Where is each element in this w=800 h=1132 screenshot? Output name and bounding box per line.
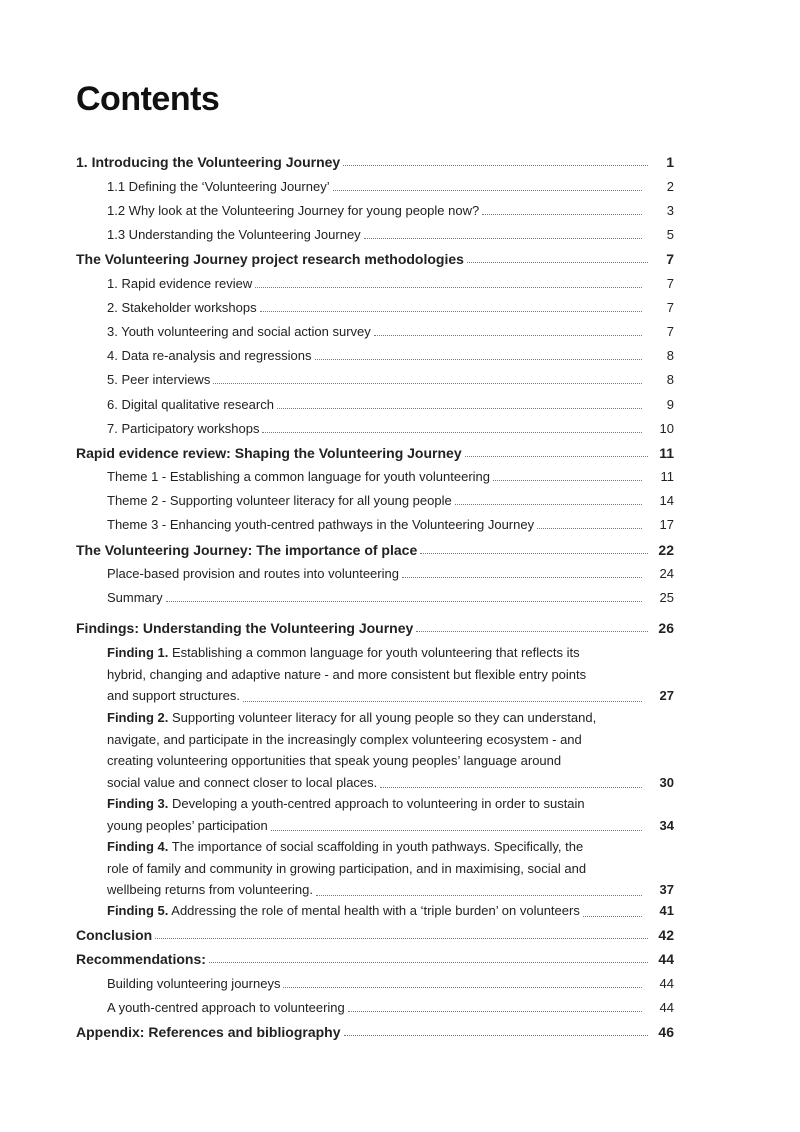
toc-entry[interactable] <box>76 927 674 943</box>
finding-line: Finding 1. Establishing a common language for youth volunteering that reflects its <box>107 645 580 660</box>
toc-entry-label: Theme 1 - Establishing a common language for youth volunteering <box>107 469 490 484</box>
toc-entry[interactable] <box>76 1024 674 1040</box>
toc-entry-label: The Volunteering Journey: The importance of place <box>76 542 418 558</box>
toc-page-number: 10 <box>659 421 674 436</box>
toc-entry-label: 5. Peer interviews <box>107 372 211 387</box>
toc-entry-label: 7. Participatory workshops <box>107 421 260 436</box>
dot-leader <box>243 701 642 702</box>
toc-page-number: 27 <box>659 688 674 703</box>
finding-line: hybrid, changing and adaptive nature - and more consistent but flexible entry points <box>107 666 587 682</box>
dot-leader <box>348 1010 642 1012</box>
toc-page-number: 5 <box>666 227 674 242</box>
dot-leader <box>344 1034 649 1036</box>
dot-leader <box>283 986 642 988</box>
toc-page-number: 46 <box>658 1024 674 1040</box>
toc-page-number: 34 <box>659 817 674 833</box>
dot-leader <box>482 213 642 215</box>
finding-lead: Finding 3. <box>107 796 169 811</box>
toc-entry-label: Recommendations: <box>76 951 206 967</box>
dot-leader <box>155 937 648 939</box>
toc-page-number: 24 <box>659 566 674 581</box>
toc-finding-entry[interactable] <box>107 642 674 707</box>
dot-leader <box>315 358 643 360</box>
dot-leader <box>209 961 648 963</box>
toc-entry[interactable] <box>107 372 674 388</box>
dot-leader <box>465 455 648 457</box>
toc-entry[interactable] <box>107 517 674 533</box>
toc-entry-label: 1.3 Understanding the Volunteering Journey <box>107 227 361 242</box>
dot-leader <box>583 916 642 917</box>
toc-page-number: 11 <box>660 469 674 484</box>
toc-entry[interactable] <box>107 348 674 364</box>
toc-entry-label: Place-based provision and routes into volunteering <box>107 566 399 581</box>
dot-leader <box>537 527 642 529</box>
toc-page-number: 7 <box>666 300 674 315</box>
toc-entry[interactable] <box>107 324 674 340</box>
finding-line: social value and connect closer to local places. 30 <box>107 772 674 794</box>
dot-leader <box>255 286 642 288</box>
toc-entry-label: 4. Data re-analysis and regressions <box>107 348 312 363</box>
toc-finding-entry[interactable] <box>107 793 674 836</box>
toc-entry-label: Conclusion <box>76 927 153 943</box>
toc-entry[interactable] <box>107 566 674 582</box>
toc-page-number: 37 <box>659 882 674 897</box>
dot-leader <box>333 189 642 191</box>
toc-entry-label: 6. Digital qualitative research <box>107 397 274 412</box>
toc-entry[interactable] <box>107 590 674 606</box>
toc-entry-label: 3. Youth volunteering and social action survey <box>107 324 371 339</box>
toc-page-number: 22 <box>658 542 674 558</box>
dot-leader <box>374 334 642 336</box>
toc-page-number: 7 <box>666 324 674 339</box>
toc-page-number: 17 <box>659 517 674 532</box>
toc-finding-entry[interactable] <box>107 707 674 793</box>
toc-page-number: 30 <box>659 774 674 790</box>
toc-page-number: 11 <box>659 445 674 461</box>
finding-line: Finding 4. The importance of social scaffolding in youth pathways. Specifically, the <box>107 839 584 854</box>
dot-leader <box>277 407 642 409</box>
toc-page-number: 3 <box>666 203 674 218</box>
toc-entry-label: 2. Stakeholder workshops <box>107 300 257 315</box>
toc-page-number: 14 <box>659 493 674 508</box>
dot-leader <box>455 503 642 505</box>
toc-page-number: 7 <box>666 251 674 267</box>
toc-entry-label: A youth-centred approach to volunteering <box>107 1000 345 1015</box>
toc-page-number: 9 <box>666 397 674 412</box>
toc-page-number: 41 <box>659 903 674 918</box>
finding-line: Finding 2. Supporting volunteer literacy for all young people so they can understand, <box>107 710 597 725</box>
toc-entry-label: Building volunteering journeys <box>107 976 281 991</box>
toc-page-number: 8 <box>666 372 674 387</box>
finding-lead: Finding 2. <box>107 710 169 725</box>
toc-entry[interactable] <box>107 203 674 219</box>
toc-page-number: 26 <box>658 620 674 636</box>
finding-lead: Finding 5. <box>107 903 169 918</box>
page-title: Contents <box>76 80 220 118</box>
dot-leader <box>493 479 642 481</box>
toc-entry-label: 1. Rapid evidence review <box>107 276 253 291</box>
dot-leader <box>420 552 648 554</box>
toc-page-number: 8 <box>666 348 674 363</box>
toc-entry[interactable] <box>76 445 674 461</box>
dot-leader <box>262 431 642 433</box>
toc-entry-label: 1. Introducing the Volunteering Journey <box>76 154 341 170</box>
toc-entry[interactable] <box>107 397 674 413</box>
toc-entry[interactable] <box>76 951 674 967</box>
finding-line: wellbeing returns from volunteering. 37 <box>107 879 674 901</box>
toc-entry[interactable] <box>107 493 674 509</box>
toc-entry[interactable] <box>107 300 674 316</box>
toc-entry[interactable] <box>76 620 674 636</box>
dot-leader <box>213 382 642 384</box>
toc-entry[interactable] <box>76 542 674 558</box>
toc-entry[interactable] <box>107 1000 674 1016</box>
finding-lead: Finding 4. <box>107 839 169 854</box>
dot-leader <box>364 237 642 239</box>
finding-line: creating volunteering opportunities that speak young peoples’ language around <box>107 753 562 768</box>
toc-entry[interactable] <box>107 421 674 437</box>
toc-entry-label: Appendix: References and bibliography <box>76 1024 341 1040</box>
finding-line: navigate, and participate in the increasingly complex volunteering ecosystem - and <box>107 731 582 747</box>
dot-leader <box>316 895 642 896</box>
toc-entry[interactable] <box>107 179 674 195</box>
finding-line: young peoples’ participation 34 <box>107 815 674 837</box>
toc-page-number: 2 <box>666 179 674 194</box>
dot-leader <box>166 600 642 602</box>
toc-finding-entry[interactable] <box>107 836 674 901</box>
dot-leader <box>380 787 642 788</box>
toc-finding-entry[interactable] <box>107 900 674 922</box>
dot-leader <box>467 261 648 263</box>
toc-entry[interactable] <box>76 154 674 170</box>
toc-entry[interactable] <box>107 976 674 992</box>
toc-entry-label: Summary <box>107 590 163 605</box>
finding-line: Finding 5. Addressing the role of mental health with a ‘triple burden’ on volunteers 41 <box>107 900 674 922</box>
toc-entry-label: Rapid evidence review: Shaping the Volunteering Journey <box>76 445 462 461</box>
toc-page-number: 1 <box>666 154 674 170</box>
finding-line: role of family and community in growing participation, and in maximising, social and <box>107 860 587 876</box>
dot-leader <box>260 310 642 312</box>
toc-page-number: 44 <box>658 951 674 967</box>
finding-line: and support structures. 27 <box>107 685 674 707</box>
dot-leader <box>271 830 642 831</box>
toc-entry-label: 1.1 Defining the ‘Volunteering Journey’ <box>107 179 330 194</box>
toc-entry-label: Findings: Understanding the Volunteering Journey <box>76 620 414 636</box>
toc-page-number: 42 <box>658 927 674 943</box>
toc-page-number: 7 <box>666 276 674 291</box>
toc-page-number: 25 <box>659 590 674 605</box>
dot-leader <box>343 164 648 166</box>
toc-entry-label: The Volunteering Journey project research methodologies <box>76 251 464 267</box>
toc-page-number: 44 <box>659 1000 674 1015</box>
finding-lead: Finding 1. <box>107 645 169 660</box>
toc-page-number: 44 <box>659 976 674 991</box>
toc-entry[interactable] <box>107 276 674 292</box>
toc-entry-label: 1.2 Why look at the Volunteering Journey for young people now? <box>107 203 480 218</box>
dot-leader <box>416 630 648 632</box>
toc-entry[interactable] <box>107 227 674 243</box>
toc-entry-label: Theme 3 - Enhancing youth-centred pathways in the Volunteering Journey <box>107 517 535 532</box>
dot-leader <box>402 576 642 578</box>
finding-line: Finding 3. Developing a youth-centred approach to volunteering in order to sustain <box>107 796 585 811</box>
toc-entry-label: Theme 2 - Supporting volunteer literacy for all young people <box>107 493 452 508</box>
toc-entry[interactable] <box>107 469 674 485</box>
toc-entry[interactable] <box>76 251 674 267</box>
